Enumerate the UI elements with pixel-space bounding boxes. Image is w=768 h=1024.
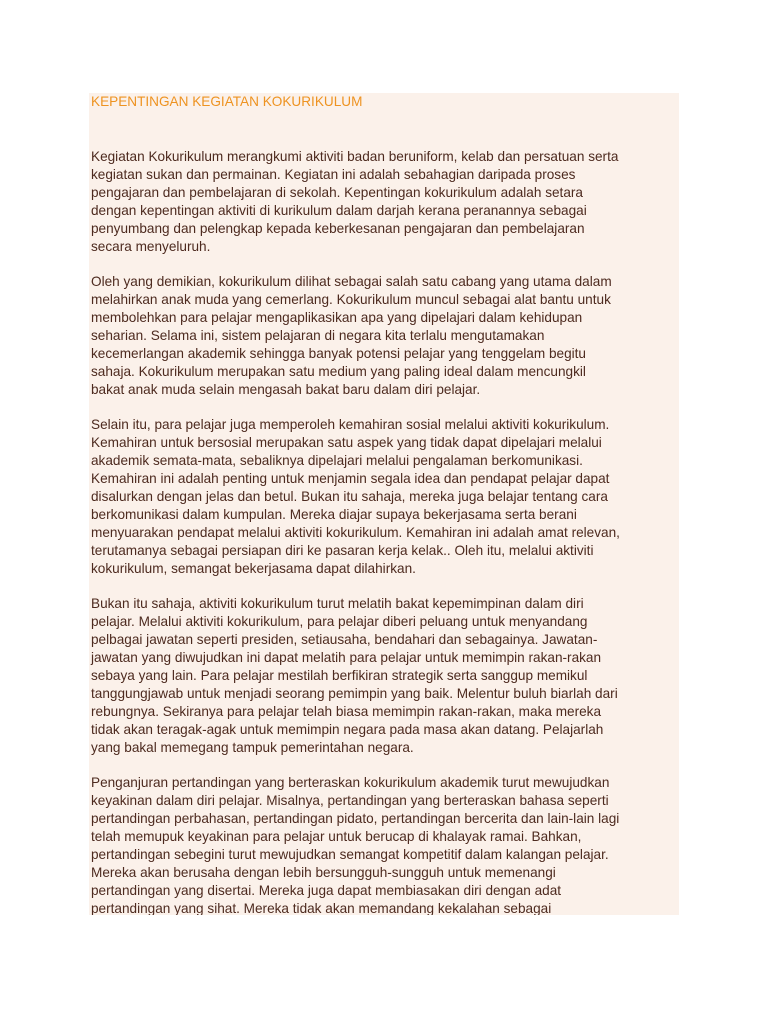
paragraph-line: akademik semata-mata, sebaliknya dipelajari melalui pengalaman berkomunikasi.: [91, 453, 583, 468]
paragraph-line: pertandingan sebegini turut mewujudkan semangat kompetitif dalam kalangan pelajar.: [91, 847, 609, 862]
paragraph-line: secara menyeluruh.: [91, 239, 211, 254]
paragraph-line: jawatan yang diwujudkan ini dapat melatih para pelajar untuk memimpin rakan-rakan: [91, 650, 602, 665]
paragraph-line: keyakinan dalam diri pelajar. Misalnya, pertandingan yang berteraskan bahasa seperti: [91, 793, 609, 808]
paragraph-line: pelajar. Melalui aktiviti kokurikulum, para pelajar diberi peluang untuk menyandang: [91, 614, 588, 629]
paragraph-line: telah memupuk keyakinan para pelajar untuk berucap di khalayak ramai. Bahkan,: [91, 829, 582, 844]
paragraph-line: sahaja. Kokurikulum merupakan satu medium yang paling ideal dalam mencungkil: [91, 364, 586, 379]
paragraph-line: disalurkan dengan jelas dan betul. Bukan itu sahaja, mereka juga belajar tentang cara: [91, 489, 608, 504]
paragraph-line: penyumbang dan pelengkap kepada keberkesanan pengajaran dan pembelajaran: [91, 221, 585, 236]
paragraph-line: Selain itu, para pelajar juga memperoleh kemahiran sosial melalui aktiviti kokurikulum.: [91, 417, 610, 432]
paragraph-line: rebungnya. Sekiranya para pelajar telah biasa memimpin rakan-rakan, maka mereka: [91, 704, 602, 719]
paragraph-line: dengan kepentingan aktiviti di kurikulum dalam darjah kerana peranannya sebagai: [91, 203, 587, 218]
paragraph-2: [91, 273, 679, 399]
paragraph-line: terutamanya sebagai persiapan diri ke pasaran kerja kelak.. Oleh itu, melalui aktiviti: [91, 543, 594, 558]
paragraph-line: Kemahiran untuk bersosial merupakan satu aspek yang tidak dapat dipelajari melalui: [91, 435, 602, 450]
paragraph-line: membolehkan para pelajar mengaplikasikan apa yang dipelajari dalam kehidupan: [91, 310, 583, 325]
paragraph-line: kecemerlangan akademik sehingga banyak potensi pelajar yang tenggelam begitu: [91, 346, 586, 361]
paragraph-line: Mereka akan berusaha dengan lebih bersungguh-sungguh untuk memenangi: [91, 865, 556, 880]
paragraph-line: Kemahiran ini adalah penting untuk menjamin segala idea dan pendapat pelajar dapat: [91, 471, 610, 486]
paragraph-line: pertandingan perbahasan, pertandingan pidato, pertandingan bercerita dan lain-lain lagi: [91, 811, 620, 826]
paragraph-line: kokurikulum, semangat bekerjasama dapat dilahirkan.: [91, 561, 416, 576]
paragraph-3: [91, 416, 679, 578]
document-content: [89, 93, 679, 915]
document-title: KEPENTINGAN KEGIATAN KOKURIKULUM: [91, 94, 363, 109]
paragraph-line: melahirkan anak muda yang cemerlang. Kokurikulum muncul sebagai alat bantu untuk: [91, 292, 611, 307]
paragraph-1: [91, 148, 679, 256]
paragraph-line: menyuarakan pendapat melalui aktiviti kokurikulum. Kemahiran ini adalah amat relevan,: [91, 525, 620, 540]
paragraph-line: pertandingan yang sihat. Mereka tidak akan memandang kekalahan sebagai: [91, 901, 552, 915]
paragraph-5: [91, 774, 679, 915]
paragraph-line: Oleh yang demikian, kokurikulum dilihat sebagai salah satu cabang yang utama dalam: [91, 274, 612, 289]
paragraph-line: tanggungjawab untuk menjadi seorang pemimpin yang baik. Melentur buluh biarlah dari: [91, 686, 618, 701]
paragraph-line: Bukan itu sahaja, aktiviti kokurikulum turut melatih bakat kepemimpinan dalam diri: [91, 596, 584, 611]
paragraph-4: [91, 595, 679, 757]
paragraph-line: pertandingan yang disertai. Mereka juga dapat membiasakan diri dengan adat: [91, 883, 562, 898]
paragraph-line: Penganjuran pertandingan yang berteraskan kokurikulum akademik turut mewujudkan: [91, 775, 610, 790]
paragraph-line: Kegiatan Kokurikulum merangkumi aktiviti badan beruniform, kelab dan persatuan serta: [91, 149, 619, 164]
paragraph-line: pelbagai jawatan seperti presiden, setiausaha, bendahari dan sebagainya. Jawatan-: [91, 632, 598, 647]
paragraph-line: tidak akan teragak-agak untuk memimpin negara pada masa akan datang. Pelajarlah: [91, 722, 604, 737]
paragraph-line: sebaya yang lain. Para pelajar mestilah berfikiran strategik serta sanggup memikul: [91, 668, 588, 683]
paragraph-line: yang bakal memegang tampuk pemerintahan negara.: [91, 740, 414, 755]
paragraph-line: berkomunikasi dalam kumpulan. Mereka diajar supaya bekerjasama serta berani: [91, 507, 577, 522]
paragraph-line: pengajaran dan pembelajaran di sekolah. Kepentingan kokurikulum adalah setara: [91, 185, 583, 200]
paragraph-line: kegiatan sukan dan permainan. Kegiatan ini adalah sebahagian daripada proses: [91, 167, 576, 182]
paragraph-line: bakat anak muda selain mengasah bakat baru dalam diri pelajar.: [91, 382, 481, 397]
paragraph-line: seharian. Selama ini, sistem pelajaran di negara kita terlalu mengutamakan: [91, 328, 545, 343]
